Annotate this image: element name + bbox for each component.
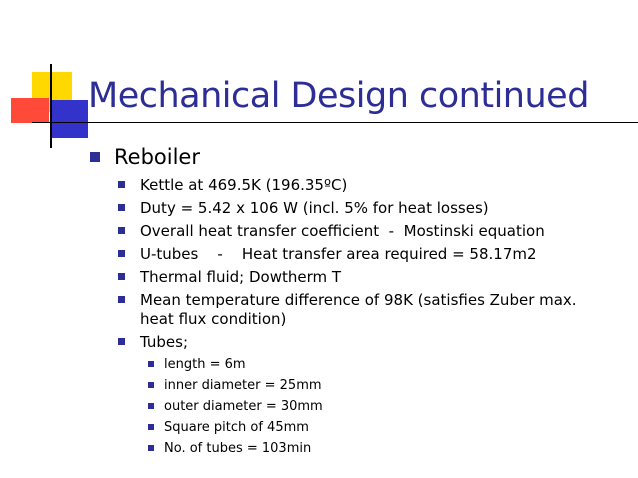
square-bullet-icon <box>118 204 125 211</box>
item-u-tubes: U-tubes - Heat transfer area required = 58.17m2 <box>140 245 537 263</box>
list-item <box>148 377 610 394</box>
square-bullet-icon <box>148 424 154 430</box>
square-bullet-icon <box>118 227 125 234</box>
decor-red-rectangle <box>11 98 49 123</box>
item-mean-temperature: Mean temperature difference of 98K (satisfies Zuber max. heat flux condition) <box>140 291 577 328</box>
square-bullet-icon <box>118 250 125 257</box>
main-bullet-list <box>90 142 630 461</box>
bullet-reboiler <box>90 142 630 457</box>
list-item <box>118 199 610 218</box>
list-item <box>148 419 610 436</box>
square-bullet-icon <box>148 403 154 409</box>
tube-inner-diameter: inner diameter = 25mm <box>164 378 322 393</box>
square-bullet-icon <box>148 361 154 367</box>
title-underline <box>32 122 638 123</box>
list-item <box>148 440 610 457</box>
decor-vertical-line <box>50 64 52 148</box>
list-item <box>118 176 610 195</box>
list-item <box>118 222 610 241</box>
tubes-sub-list <box>148 356 610 457</box>
slide-title: Mechanical Design continued <box>88 76 589 116</box>
square-bullet-icon <box>148 382 154 388</box>
tube-count: No. of tubes = 103min <box>164 441 312 456</box>
item-heat-transfer-coefficient: Overall heat transfer coefficient - Mostinski equation <box>140 222 545 240</box>
square-bullet-icon <box>118 273 125 280</box>
square-bullet-icon <box>148 445 154 451</box>
item-thermal-fluid: Thermal fluid; Dowtherm T <box>140 268 342 286</box>
square-bullet-icon <box>118 181 125 188</box>
list-item <box>118 333 610 457</box>
item-duty: Duty = 5.42 x 106 W (incl. 5% for heat losses) <box>140 199 489 217</box>
reboiler-sub-list <box>118 176 630 457</box>
list-item <box>148 356 610 373</box>
decor-blue-square <box>50 100 88 138</box>
list-item <box>118 268 610 287</box>
list-item <box>118 291 610 329</box>
tube-outer-diameter: outer diameter = 30mm <box>164 399 323 414</box>
square-bullet-icon <box>118 338 125 345</box>
square-bullet-icon <box>90 152 100 162</box>
list-item <box>118 245 610 264</box>
tube-square-pitch: Square pitch of 45mm <box>164 420 309 435</box>
item-kettle: Kettle at 469.5K (196.35ºC) <box>140 176 348 194</box>
item-tubes: Tubes; <box>140 333 189 351</box>
list-item <box>148 398 610 415</box>
tube-length: length = 6m <box>164 357 246 372</box>
reboiler-heading: Reboiler <box>114 145 200 169</box>
square-bullet-icon <box>118 296 125 303</box>
